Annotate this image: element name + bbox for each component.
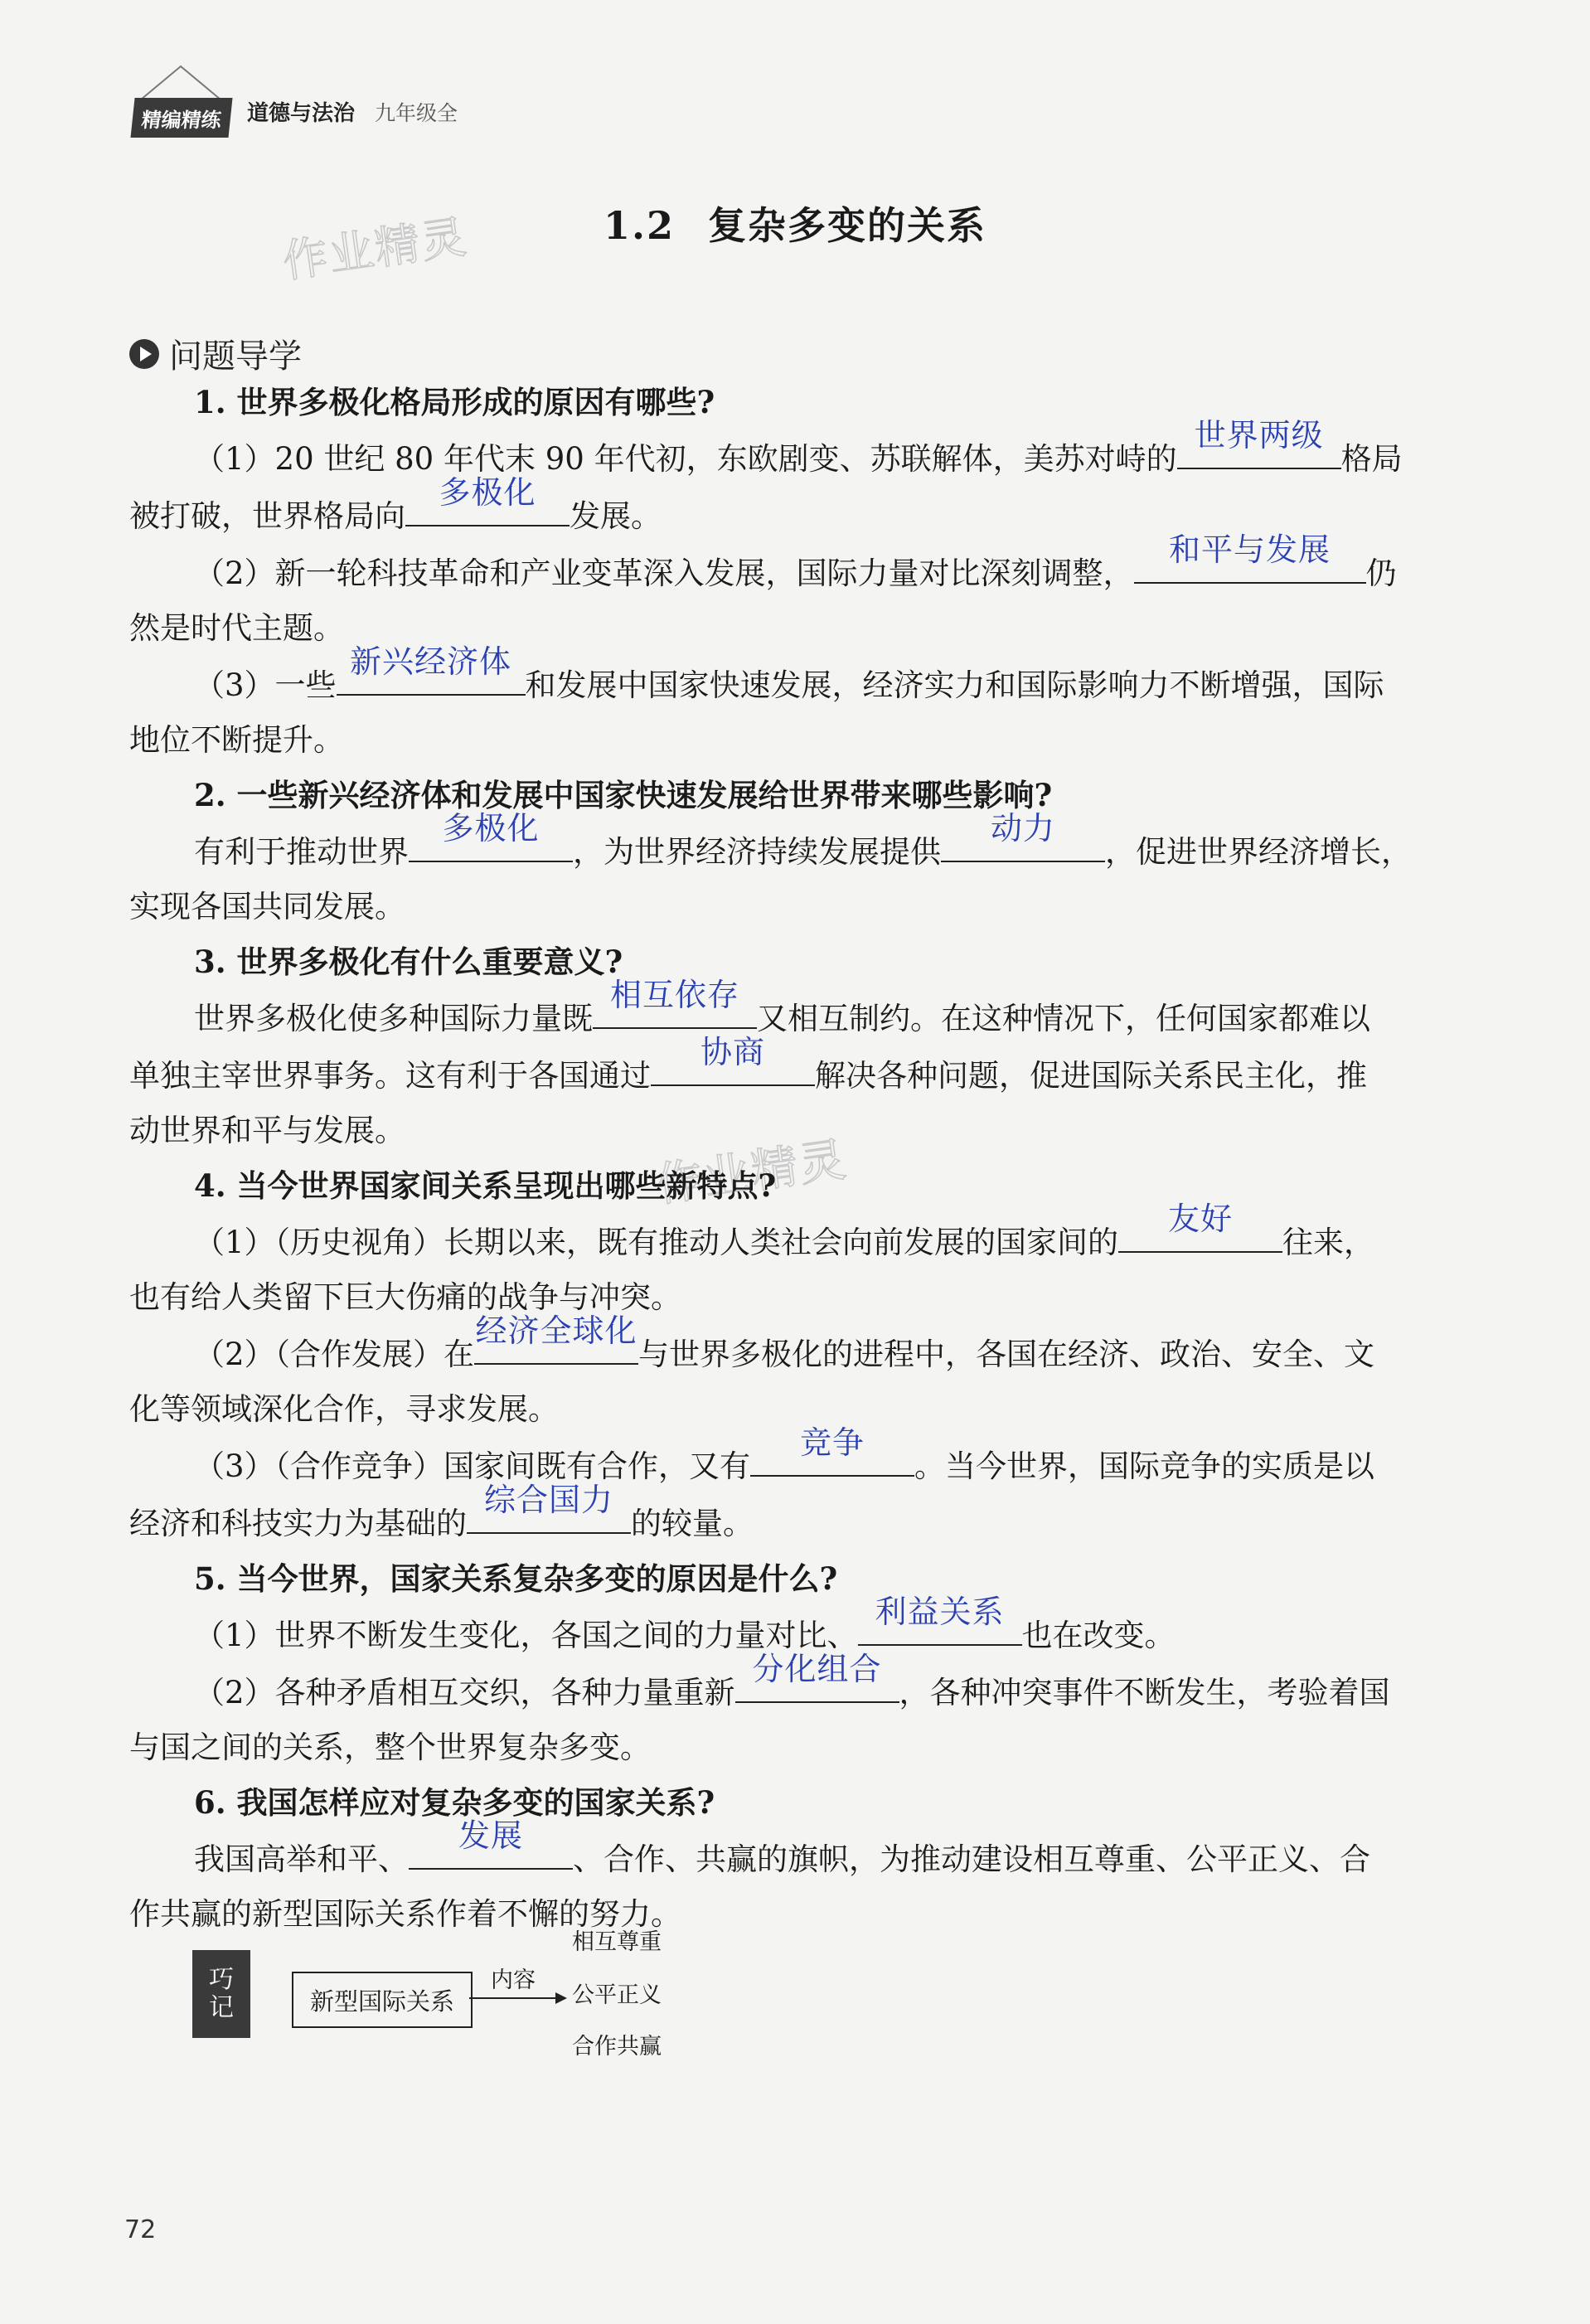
answer-blank: [858, 1594, 1022, 1646]
paragraph: 作共赢的新型国际关系作着不懈的努力。: [129, 1896, 681, 1932]
handwritten-answer: 利益关系: [875, 1594, 1005, 1630]
memo-item: 相互尊重: [572, 1929, 662, 1955]
memo-tag-char: 记: [209, 1993, 234, 2022]
paragraph: 也有给人类留下巨大伤痛的战争与冲突。: [129, 1279, 681, 1315]
paragraph: 世界多极化使多种国际力量既 相互依存 又相互制约。在这种情况下，任何国家都难以: [129, 989, 1467, 1046]
paragraph: （1）20 世纪 80 年代末 90 年代初，东欧剧变、苏联解体，美苏对峙的 世界两级 格局: [129, 429, 1467, 487]
answer-blank: [405, 474, 570, 526]
paragraph: （2）新一轮科技革命和产业变革深入发展，国际力量对比深刻调整， 和平与发展 仍: [129, 544, 1467, 601]
answer-blank: [409, 810, 573, 862]
memo-item: 公平正义: [572, 1982, 662, 2008]
answer-blank: [1118, 1201, 1282, 1253]
handwritten-answer: 分化组合: [752, 1651, 882, 1687]
handwritten-answer: 发展: [458, 1817, 523, 1854]
play-circle-icon: [129, 339, 159, 369]
paragraph: 经济和科技实力为基础的 综合国力 的较量。: [129, 1494, 1467, 1551]
section-heading: [129, 330, 302, 377]
paragraph: 被打破，世界格局向 多极化 发展。: [129, 487, 1467, 544]
answer-blank: [735, 1651, 899, 1703]
question-heading: 6. 我国怎样应对复杂多变的国家关系?: [194, 1784, 715, 1821]
handwritten-answer: 经济全球化: [475, 1312, 637, 1349]
paragraph: 有利于推动世界 多极化 ，为世界经济持续发展提供 动力 ，促进世界经济增长，: [129, 822, 1467, 880]
handwritten-answer: 动力: [990, 810, 1055, 847]
answer-blank: [651, 1034, 815, 1086]
question-heading: 2. 一些新兴经济体和发展中国家快速发展给世界带来哪些影响?: [194, 777, 1053, 813]
header-badge: 精编精练: [130, 98, 232, 138]
memo-tag: [192, 1950, 250, 2038]
paragraph: （1）（历史视角）长期以来，既有推动人类社会向前发展的国家间的 友好 往来，: [129, 1213, 1467, 1270]
handwritten-answer: 竞争: [800, 1424, 865, 1461]
question-heading: 5. 当今世界，国家关系复杂多变的原因是什么?: [194, 1560, 838, 1597]
handwritten-answer: 新兴经济体: [350, 643, 512, 680]
paragraph: 地位不断提升。: [129, 722, 344, 758]
answer-blank: [941, 810, 1105, 862]
paragraph: 然是时代主题。: [129, 610, 344, 646]
paragraph: 化等领域深化合作，寻求发展。: [129, 1391, 559, 1427]
handwritten-answer: 世界两级: [1194, 417, 1324, 454]
paragraph: （2）（合作发展）在 经济全球化 与世界多极化的进程中，各国在经济、政治、安全、文: [129, 1325, 1467, 1382]
handwritten-answer: 多极化: [442, 810, 540, 847]
section-number: 1.2: [603, 203, 676, 248]
paragraph: 我国高举和平、 发展 、合作、共赢的旗帜，为推动建设相互尊重、公平正义、合: [129, 1830, 1467, 1887]
answer-blank: [1134, 531, 1366, 584]
handwritten-answer: 友好: [1168, 1201, 1234, 1237]
header-roof-icon: [139, 65, 222, 101]
answer-blank: [409, 1817, 573, 1870]
paragraph: 动世界和平与发展。: [129, 1113, 405, 1148]
memo-concept-box: 新型国际关系: [292, 1972, 473, 2028]
memo-arrow-label: 内容: [491, 1967, 536, 1993]
paragraph: 实现各国共同发展。: [129, 889, 405, 924]
memo-tag-char: 巧: [209, 1965, 234, 1994]
answer-blank: [750, 1424, 914, 1477]
answer-blank: [467, 1482, 631, 1534]
section-title: 复杂多变的关系: [708, 203, 987, 248]
paragraph: （1）世界不断发生变化，各国之间的力量对比、 利益关系 也在改变。: [129, 1606, 1467, 1663]
header-subject: 道德与法治: [247, 101, 356, 126]
section-heading-label: 问题导学: [169, 337, 302, 376]
paragraph: （3）（合作竞争）国家间既有合作，又有 竞争 。当今世界，国际竞争的实质是以: [129, 1437, 1467, 1494]
watermark: 作业精灵: [279, 210, 471, 289]
question-heading: 3. 世界多极化有什么重要意义?: [194, 944, 623, 980]
memo-item: 合作共赢: [572, 2034, 662, 2060]
answer-blank: [1177, 417, 1341, 469]
question-heading: 4. 当今世界国家间关系呈现出哪些新特点?: [194, 1167, 777, 1204]
answer-blank: [593, 977, 757, 1029]
question-list: [129, 375, 1467, 1942]
page-number: 72: [124, 2215, 157, 2244]
paragraph: （2）各种矛盾相互交织，各种力量重新 分化组合 ，各种冲突事件不断发生，考验着国: [129, 1663, 1467, 1720]
handwritten-answer: 和平与发展: [1169, 531, 1331, 568]
paragraph: 单独主宰世界事务。这有利于各国通过 协商 解决各种问题，促进国际关系民主化，推: [129, 1046, 1467, 1104]
paragraph: （3）一些 新兴经济体 和发展中国家快速发展，经济实力和国际影响力不断增强，国际: [129, 656, 1467, 713]
paragraph: 与国之间的关系，整个世界复杂多变。: [129, 1730, 651, 1765]
page-title: [0, 196, 1590, 250]
header-grade: 九年级全: [375, 101, 458, 125]
answer-blank: [474, 1312, 638, 1365]
handwritten-answer: 相互依存: [609, 977, 739, 1013]
handwritten-answer: 多极化: [439, 474, 536, 511]
question-heading: 1. 世界多极化格局形成的原因有哪些?: [194, 384, 715, 420]
watermark: 作业精灵: [652, 1133, 851, 1213]
answer-blank: [337, 643, 526, 696]
handwritten-answer: 协商: [700, 1034, 765, 1070]
handwritten-answer: 综合国力: [483, 1482, 613, 1518]
